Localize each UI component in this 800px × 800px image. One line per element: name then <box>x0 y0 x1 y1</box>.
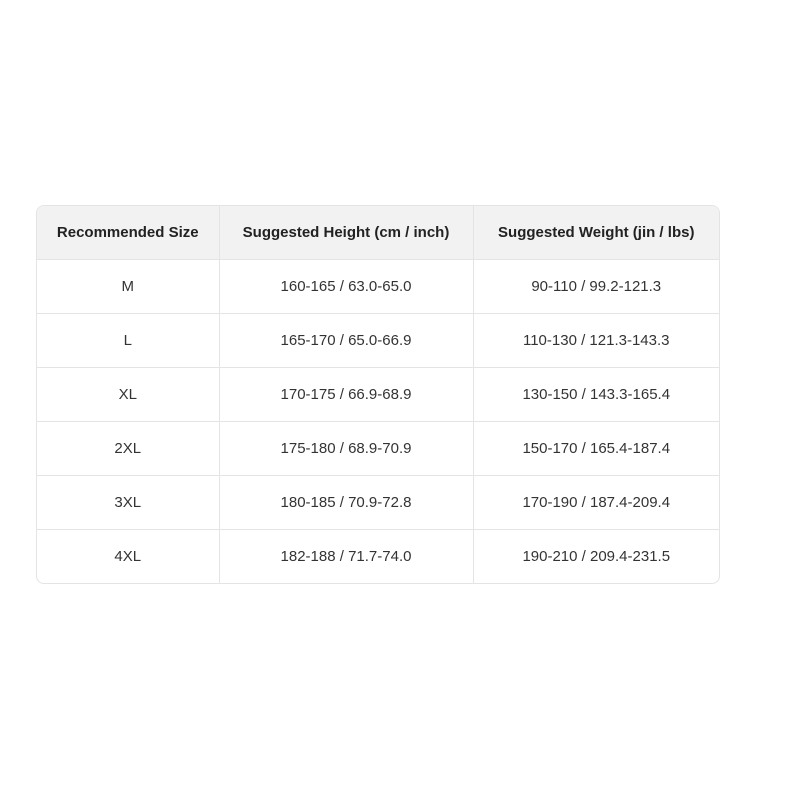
size-cell: 3XL <box>37 476 219 530</box>
table-row <box>37 422 719 476</box>
weight-cell: 190-210 / 209.4-231.5 <box>522 548 671 565</box>
size-cell: 4XL <box>37 530 219 584</box>
table-row <box>37 530 719 584</box>
size-cell: 2XL <box>37 422 219 476</box>
header-suggested-weight: Suggested Weight (jin / lbs) <box>473 206 719 260</box>
height-cell: 160-165 / 63.0-65.0 <box>219 260 473 314</box>
table-row <box>37 476 719 530</box>
weight-cell: 170-190 / 187.4-209.4 <box>473 476 719 530</box>
height-cell: 180-185 / 70.9-72.8 <box>219 476 473 530</box>
table-row <box>37 314 719 368</box>
size-table <box>37 206 719 583</box>
weight-cell: 150-170 / 165.4-187.4 <box>473 422 719 476</box>
table-row <box>37 260 719 314</box>
height-cell: 182-188 / 71.7-74.0 <box>219 530 473 584</box>
weight-cell: 90-110 / 99.2-121.3 <box>473 260 719 314</box>
size-chart-table <box>36 205 720 584</box>
height-cell: 175-180 / 68.9-70.9 <box>219 422 473 476</box>
height-cell: 165-170 / 65.0-66.9 <box>219 314 473 368</box>
size-cell: L <box>37 314 219 368</box>
size-cell: M <box>37 260 219 314</box>
height-cell: 170-175 / 66.9-68.9 <box>219 368 473 422</box>
table-header-row <box>37 206 719 260</box>
weight-cell: 130-150 / 143.3-165.4 <box>473 368 719 422</box>
header-suggested-height: Suggested Height (cm / inch) <box>219 206 473 260</box>
weight-cell: 110-130 / 121.3-143.3 <box>473 314 719 368</box>
header-recommended-size: Recommended Size <box>37 206 219 260</box>
table-row <box>37 368 719 422</box>
size-cell: XL <box>37 368 219 422</box>
